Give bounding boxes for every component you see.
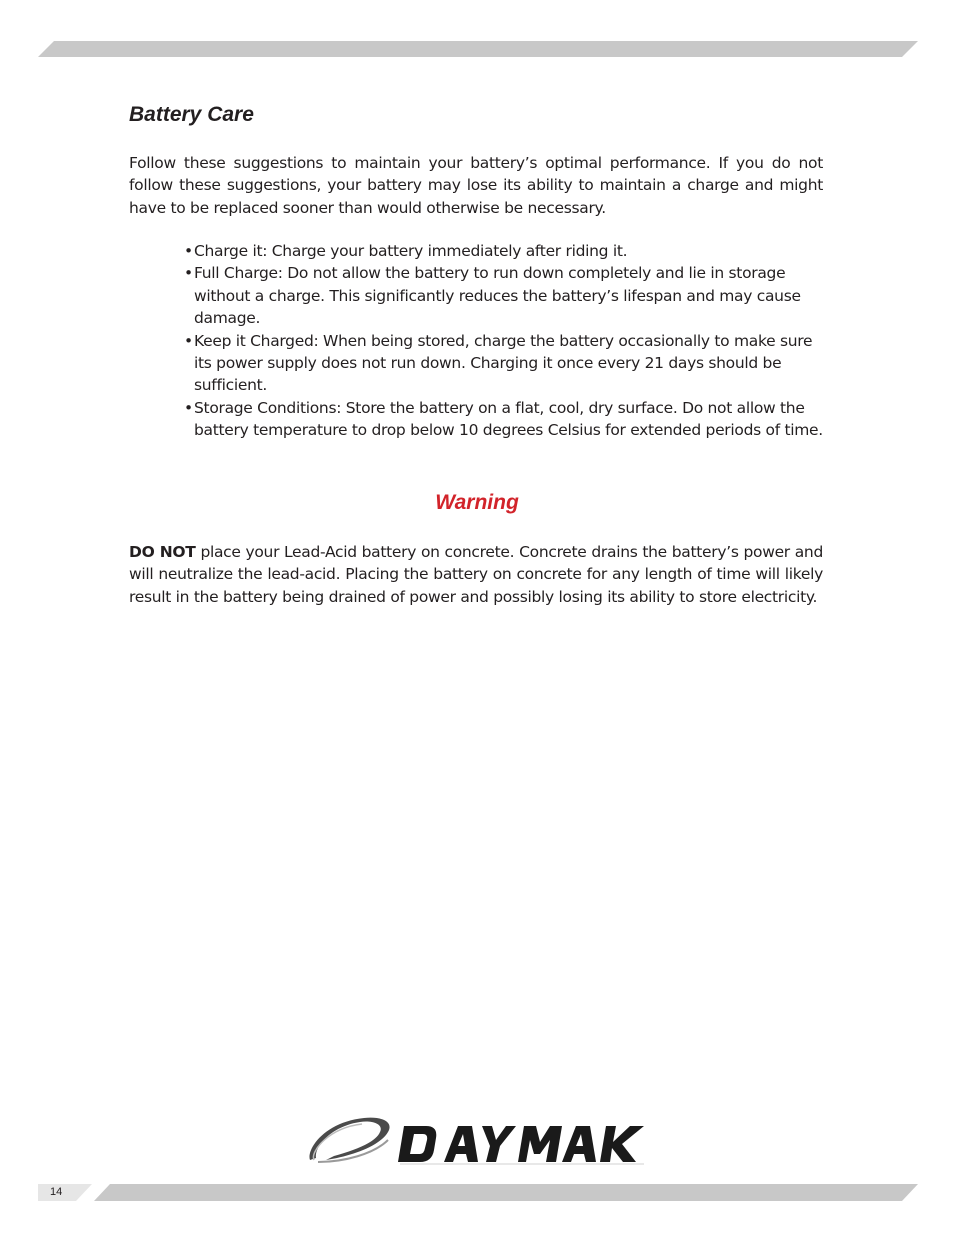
section-title: Battery Care: [129, 103, 254, 126]
warning-paragraph: [129, 541, 823, 608]
list-item: [184, 262, 826, 329]
warning-text: place your Lead-Acid battery on concrete. Concrete drains the battery’s power and will neutralize the lead-acid. Placing the battery on concrete for any length of time will likely result in the battery being drained of power and possibly losing its ability to store electricity.: [129, 543, 823, 606]
intro-paragraph: Follow these suggestions to maintain your battery’s optimal performance. If you do not follow these suggestions, your battery may lose its ability to maintain a charge and might have to be replaced sooner than would otherwise be necessary.: [129, 154, 823, 217]
daymak-logo: [304, 1110, 648, 1168]
warning-title: Warning: [435, 491, 519, 514]
bullet-icon: •: [184, 331, 193, 350]
bullet-icon: •: [184, 264, 193, 283]
warning-emphasis: DO NOT: [129, 543, 196, 561]
bullet-icon: •: [184, 242, 193, 260]
page-number: 14: [50, 1186, 63, 1198]
list-item: [184, 240, 826, 262]
list-item-text: Charge it: Charge your battery immediately after riding it.: [194, 242, 628, 260]
care-tips-list: [184, 240, 826, 442]
list-item-text: Full Charge: Do not allow the battery to run down completely and lie in storage without a charge. This significantly reduces the battery’s lifespan and may cause damage.: [194, 264, 801, 328]
list-item: [184, 397, 826, 442]
bullet-icon: •: [184, 398, 193, 417]
list-item-text: Storage Conditions: Store the battery on a flat, cool, dry surface. Do not allow the battery temperature to drop below 10 degrees Celsius for extended periods of time.: [194, 398, 823, 440]
list-item: [184, 330, 826, 397]
footer-band: [38, 1184, 918, 1201]
list-item-text: Keep it Charged: When being stored, charge the battery occasionally to make sure its power supply does not run down. Charging it once every 21 days should be sufficient.: [194, 331, 813, 395]
header-band: [38, 41, 918, 57]
